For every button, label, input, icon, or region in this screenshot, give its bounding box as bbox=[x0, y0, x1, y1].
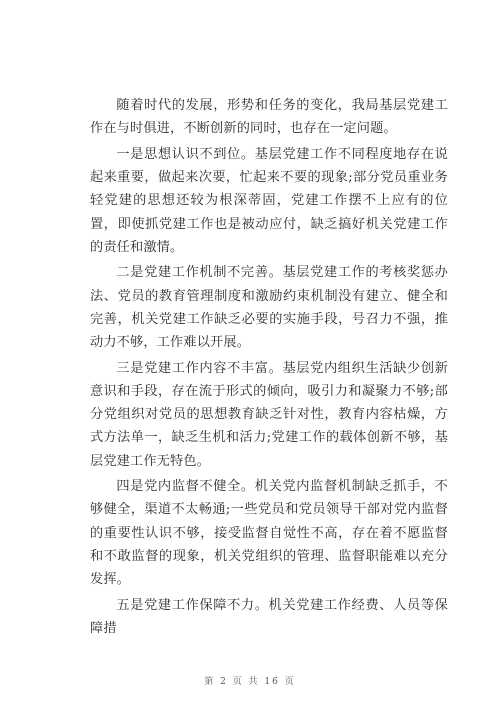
page-number-footer: 第 2 页 共 16 页 bbox=[204, 677, 296, 687]
body-text bbox=[90, 94, 448, 643]
paragraph-ideology: 一是思想认识不到位。基层党建工作不同程度地存在说起来重要，做起来次要，忙起来不要的现象;部分党员重业务轻党建的思想还较为根深蒂固，党建工作摆不上应有的位置，即使抓党建工作也是被动应付，缺乏搞好机关党建工作的责任和激情。 bbox=[90, 146, 448, 255]
paragraph-content: 三是党建工作内容不丰富。基层党内组织生活缺少创新意识和手段，存在流于形式的倾向，吸引力和凝聚力不够;部分党组织对党员的思想教育缺乏针对性，教育内容枯燥，方式方法单一，缺乏生机和活力;党建工作的载体创新不够，基层党建工作无特色。 bbox=[90, 360, 448, 469]
paragraph-intro: 随着时代的发展，形势和任务的变化，我局基层党建工作在与时俱进，不断创新的同时，也存在一定问题。 bbox=[90, 98, 448, 137]
paragraph-mechanism: 二是党建工作机制不完善。基层党建工作的考核奖惩办法、党员的教育管理制度和激励约束机制没有建立、健全和完善，机关党建工作缺乏必要的实施手段，号召力不强，推动力不够，工作难以开展。 bbox=[90, 265, 448, 351]
paragraph-supervision: 四是党内监督不健全。机关党内监督机制缺乏抓手，不够健全，渠道不太畅通;一些党员和党员领导干部对党内监督的重要性认识不够，接受监督自觉性不高，存在着不愿监督和不敢监督的现象，机关党组织的管理、监督职能难以充分发挥。 bbox=[90, 479, 448, 588]
paragraph-guarantee: 五是党建工作保障不力。机关党建工作经费、人员等保障措 bbox=[90, 597, 448, 636]
